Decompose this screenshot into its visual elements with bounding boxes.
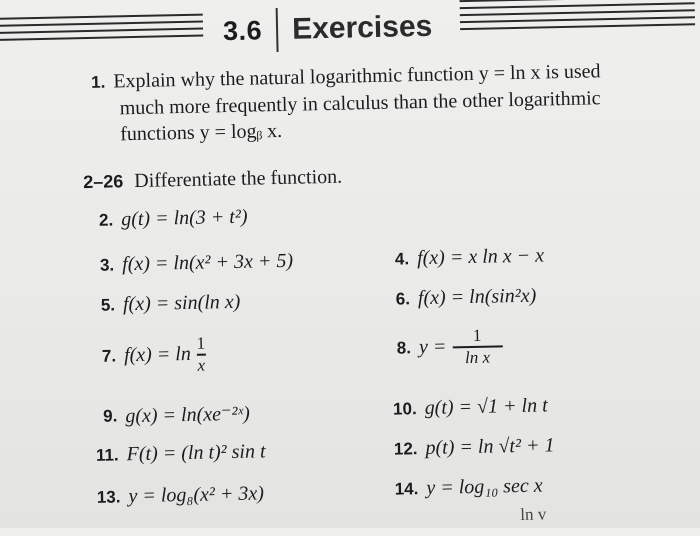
problem-expression: g(t) = ln(3 + t²) xyxy=(120,205,248,231)
problem-11 xyxy=(96,440,266,467)
problem-expression: y = log₈(x² + 3x) xyxy=(128,482,265,508)
problem-number: 3. xyxy=(99,254,115,275)
problem-expression: p(t) = ln √t² + 1 xyxy=(425,434,555,459)
problem-number: 14. xyxy=(394,478,419,499)
problem-expression: f(x) = sin(ln x) xyxy=(122,290,241,316)
exercise-1-line-2: much more frequently in calculus than the other logarithmic xyxy=(119,87,601,120)
problem-expression: g(t) = √1 + ln t xyxy=(424,394,548,419)
section-header xyxy=(223,5,433,53)
problem-number: 10. xyxy=(392,398,417,419)
problem-6 xyxy=(396,285,537,311)
problem-expression: F(t) = (ln t)² sin t xyxy=(126,440,266,466)
problem-5 xyxy=(101,291,241,317)
problem-expression: f(x) = ln xyxy=(123,343,192,367)
problem-8 xyxy=(396,325,502,369)
problem-3 xyxy=(100,250,294,277)
exercise-number: 1. xyxy=(90,72,106,92)
range-instruction xyxy=(83,166,342,194)
exercise-1-line-3: functions y = logᵦ x. xyxy=(120,119,283,146)
problem-expression: f(x) = ln(x² + 3x + 5) xyxy=(121,249,294,276)
problem-12 xyxy=(394,434,555,460)
problem-14 xyxy=(394,475,542,501)
section-title: Exercises xyxy=(291,9,433,46)
problem-number: 13. xyxy=(96,486,121,507)
range-text: Differentiate the function. xyxy=(134,165,343,193)
problem-number: 8. xyxy=(396,338,412,358)
range-label: 2–26 xyxy=(83,171,124,193)
exercise-1-line-1: Explain why the natural logarithmic function y = ln x is used xyxy=(113,60,601,93)
problem-7 xyxy=(101,334,205,378)
problem-number: 11. xyxy=(95,444,119,465)
problem-13 xyxy=(97,482,265,508)
problem-4 xyxy=(395,244,545,270)
problem-number: 4. xyxy=(394,248,410,269)
cut-off-text: ln v xyxy=(520,504,547,525)
fraction xyxy=(196,334,205,376)
problem-number: 9. xyxy=(102,405,118,426)
problem-number: 12. xyxy=(393,438,418,459)
fraction-denominator: x xyxy=(197,355,206,375)
exercise-1 xyxy=(91,56,693,148)
fraction-numerator: 1 xyxy=(472,325,482,345)
fraction-numerator: 1 xyxy=(196,333,206,353)
problem-9 xyxy=(103,401,250,429)
problem-10 xyxy=(393,394,548,420)
problem-number: 2. xyxy=(98,209,114,230)
problem-number: 5. xyxy=(100,294,116,315)
header-rules-right xyxy=(460,0,696,35)
header-divider xyxy=(276,8,279,52)
problem-expression: f(x) = ln(sin²x) xyxy=(417,284,537,310)
fraction xyxy=(452,325,503,368)
problem-2 xyxy=(99,206,248,232)
problem-expression: f(x) = x ln x − x xyxy=(416,244,545,270)
header-rules-left xyxy=(0,14,203,46)
section-number: 3.6 xyxy=(222,14,263,46)
problem-number: 6. xyxy=(395,288,411,309)
problem-number: 7. xyxy=(101,346,117,366)
problem-expression: y = log₁₀ sec x xyxy=(426,474,543,499)
fraction-denominator: ln x xyxy=(464,347,491,367)
problem-expression: y = xyxy=(418,335,447,359)
problem-expression: g(x) = ln(xe⁻²ˣ) xyxy=(125,402,251,428)
